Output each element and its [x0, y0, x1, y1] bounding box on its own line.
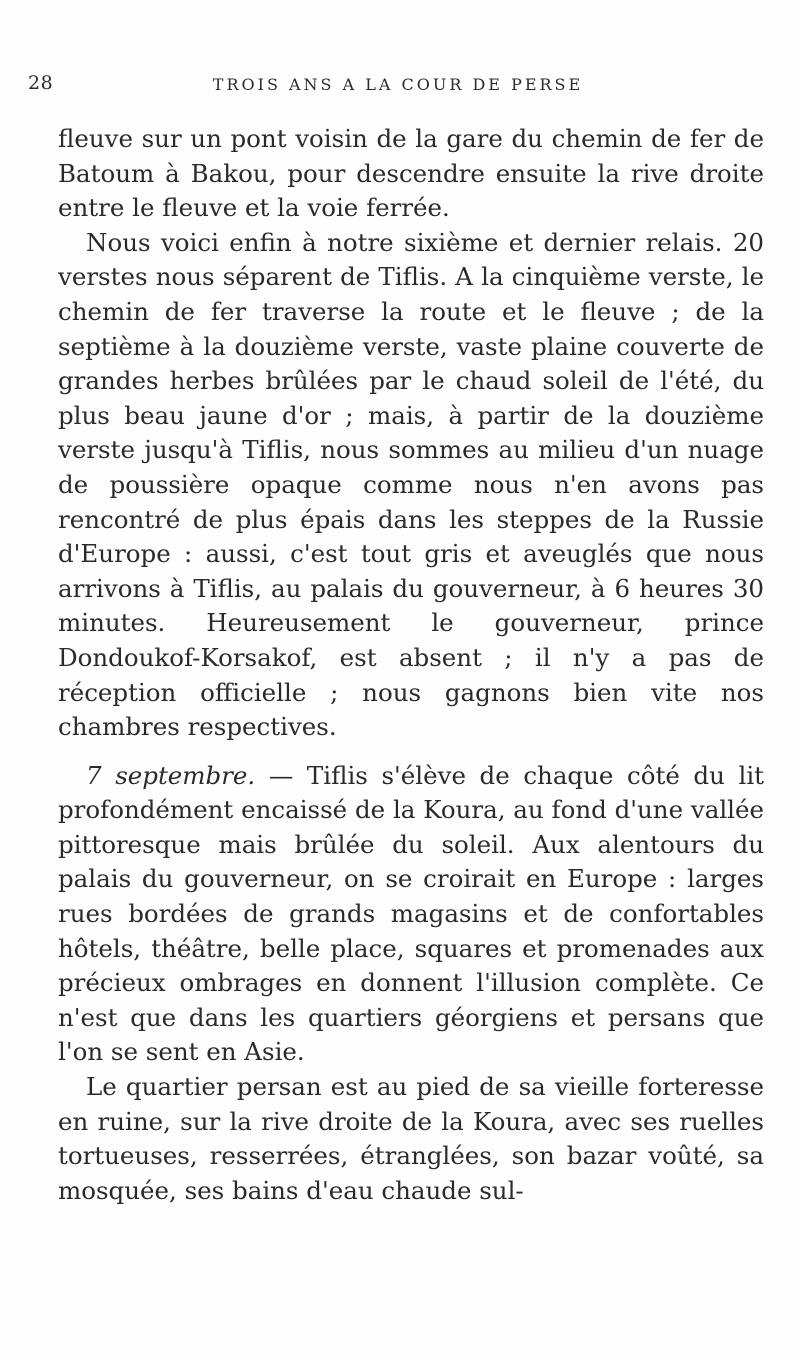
- paragraph-3: [58, 759, 764, 1070]
- paragraph-1: fleuve sur un pont voisin de la gare du chemin de fer de Batoum à Bakou, pour descendre ensuite la rive droite entre le fleuve et la voie ferrée.: [58, 124, 764, 223]
- body-text: [58, 122, 764, 1208]
- paragraph-3-text: — Tiflis s'élève de chaque côté du lit profondément encaissé de la Koura, au fond d'une vallée pittoresque mais brûlée du soleil. Aux alentours du palais du gouverneur, on se croirait en Europe : larges rues bordées de grands magasins et de confortables hôtels, théâtre, belle place, squares et promenades aux précieux ombrages en donnent l'illusion complète. Ce n'est que dans les quartiers géorgiens et persans que l'on se sent en Asie.: [58, 760, 765, 1067]
- page-number: 28: [28, 72, 54, 94]
- paragraph-4: Le quartier persan est au pied de sa vieille forteresse en ruine, sur la rive droite de la Koura, avec ses ruelles tortueuses, resserrées, étranglées, son bazar voûté, sa mosquée, ses bains d'eau chaude sul-: [58, 1072, 764, 1205]
- entry-date: 7 septembre.: [86, 760, 256, 790]
- running-title: TROIS ANS A LA COUR DE PERSE: [212, 75, 584, 94]
- paragraph-2: Nous voici enfin à notre sixième et dernier relais. 20 verstes nous séparent de Tiflis. A la cinquième verste, le chemin de fer traverse la route et le fleuve ; de la septième à la douzième verste, vaste plaine couverte de grandes herbes brûlées par le chaud soleil de l'été, du plus beau jaune d'or ; mais, à partir de la douzième verste jusqu'à Tiflis, nous sommes au milieu d'un nuage de poussière opaque comme nous n'en avons pas rencontré de plus épais dans les steppes de la Russie d'Europe : aussi, c'est tout gris et aveuglés que nous arrivons à Tiflis, au palais du gouverneur, à 6 heures 30 minutes. Heureusement le gouverneur, prince Dondoukof-Korsakof, est absent ; il n'y a pas de réception officielle ; nous gagnons bien vite nos chambres respectives.: [58, 227, 764, 742]
- running-head: [28, 72, 728, 102]
